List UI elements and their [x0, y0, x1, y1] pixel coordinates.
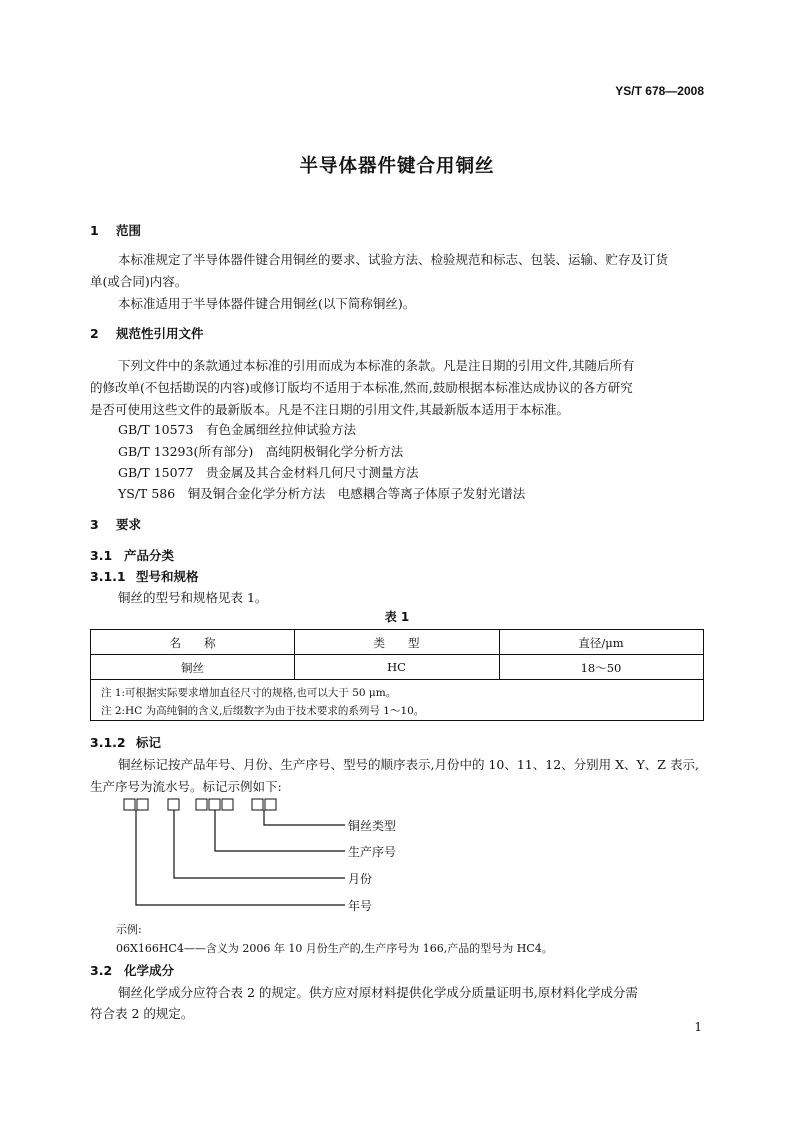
- section-title: 标记: [136, 735, 162, 750]
- paragraph-continued: 是否可使用这些文件的最新版本。凡是不注日期的引用文件,其最新版本适用于本标准。: [90, 402, 569, 417]
- paragraph-continued: 的修改单(不包括勘误的内容)或修订版均不适用于本标准,然而,鼓励根据本标准达成协议的各方研究: [90, 380, 633, 395]
- mark-box: [124, 799, 135, 810]
- mark-box: [196, 799, 207, 810]
- reference-title: 有色金属细丝拉伸试验方法: [205, 422, 356, 437]
- mark-box: [252, 799, 263, 810]
- table-1: [90, 629, 704, 721]
- section-title: 要求: [116, 517, 142, 532]
- section-title: 规范性引用文件: [116, 326, 204, 341]
- leader-line-serial: [215, 810, 345, 851]
- leader-line-type: [264, 810, 345, 825]
- subsection-3-1-2-heading: [90, 733, 161, 751]
- paragraph-continued: 单(或合同)内容。: [90, 274, 188, 289]
- section-title: 型号和规格: [136, 569, 199, 584]
- section-number: 2: [90, 326, 99, 341]
- table-caption: 表 1: [384, 610, 410, 624]
- reference-item: [118, 442, 403, 460]
- table-divider: [91, 654, 703, 655]
- reference-title: 高纯阴极铜化学分析方法: [265, 444, 404, 459]
- paragraph-continued: 生产序号为流水号。标记示例如下:: [90, 779, 282, 794]
- table-header-cell: 名 称: [169, 636, 216, 650]
- mark-box: [168, 799, 179, 810]
- section-1-heading: [90, 221, 141, 239]
- mark-box: [209, 799, 220, 810]
- table-divider: [91, 679, 703, 680]
- page-number: 1: [694, 1020, 702, 1034]
- mark-box: [137, 799, 148, 810]
- reference-id: GB/T 10573: [118, 422, 194, 437]
- subsection-3-2-heading: [90, 961, 174, 979]
- table-header-cell: 直径/μm: [578, 636, 624, 650]
- subsection-3-1-1-heading: [90, 567, 199, 585]
- section-number: 3.2: [90, 963, 113, 978]
- table-note: 注 1:可根据实际要求增加直径尺寸的规格,也可以大于 50 μm。: [101, 687, 397, 699]
- example-label: 示例:: [116, 923, 142, 936]
- leader-line-month: [174, 810, 345, 878]
- standard-number: YS/T 678—2008: [615, 84, 704, 98]
- reference-item: [118, 484, 525, 502]
- reference-title: 铜及铜合金化学分析方法 电感耦合等离子体原子发射光谱法: [187, 486, 526, 501]
- table-cell: 18～50: [580, 661, 622, 675]
- paragraph: 本标准适用于半导体器件键合用铜丝(以下简称铜丝)。: [118, 296, 416, 311]
- leader-line-year: [136, 810, 345, 905]
- table-cell: HC: [387, 660, 406, 674]
- subsection-3-1-heading: [90, 546, 174, 564]
- mark-box: [265, 799, 276, 810]
- paragraph: 本标准规定了半导体器件键合用铜丝的要求、试验方法、检验规范和标志、包装、运输、贮存及订货: [118, 252, 669, 267]
- reference-item: [118, 420, 356, 438]
- diagram-label-type: 铜丝类型: [348, 819, 397, 833]
- reference-item: [118, 463, 419, 481]
- section-number: 3.1.1: [90, 569, 126, 584]
- table-header-cell: 类 型: [373, 636, 420, 650]
- section-title: 产品分类: [124, 548, 175, 563]
- diagram-label-serial: 生产序号: [348, 845, 397, 859]
- example-text: 06X166HC4——含义为 2006 年 10 月份生产的,生产序号为 166,产品的型号为 HC4。: [116, 942, 553, 955]
- section-title: 化学成分: [124, 963, 175, 978]
- section-number: 3: [90, 517, 99, 532]
- paragraph-continued: 符合表 2 的规定。: [90, 1006, 194, 1021]
- section-3-heading: [90, 515, 141, 533]
- section-2-heading: [90, 324, 204, 342]
- reference-title: 贵金属及其合金材料几何尺寸测量方法: [205, 465, 419, 480]
- reference-id: GB/T 13293(所有部分): [118, 444, 254, 459]
- section-number: 1: [90, 223, 99, 238]
- paragraph: 铜丝的型号和规格见表 1。: [118, 590, 268, 605]
- mark-box: [222, 799, 233, 810]
- diagram-label-month: 月份: [348, 872, 373, 886]
- diagram-label-year: 年号: [348, 899, 373, 913]
- section-number: 3.1.2: [90, 735, 126, 750]
- paragraph: 铜丝化学成分应符合表 2 的规定。供方应对原材料提供化学成分质量证明书,原材料化学成分需: [118, 985, 638, 1000]
- table-note: 注 2:HC 为高纯铜的含义,后缀数字为由于技术要求的系列号 1～10。: [101, 705, 425, 717]
- section-title: 范围: [116, 223, 142, 238]
- section-number: 3.1: [90, 548, 113, 563]
- paragraph: 下列文件中的条款通过本标准的引用而成为本标准的条款。凡是注日期的引用文件,其随后所有: [118, 358, 635, 373]
- reference-id: GB/T 15077: [118, 465, 194, 480]
- document-title: 半导体器件键合用铜丝: [299, 156, 495, 177]
- reference-id: YS/T 586: [118, 486, 176, 501]
- table-cell: 铜丝: [181, 661, 204, 675]
- paragraph: 铜丝标记按产品年号、月份、生产序号、型号的顺序表示,月份中的 10、11、12、分别用 X、Y、Z 表示,: [118, 757, 699, 772]
